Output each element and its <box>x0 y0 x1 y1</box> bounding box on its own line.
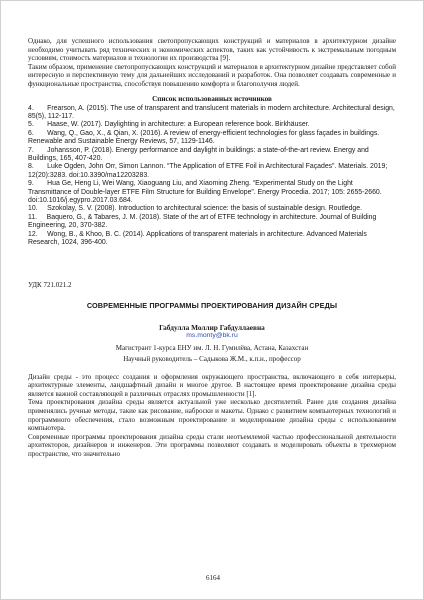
article-body <box>28 373 396 459</box>
author-affiliation: Магистрант 1-курса ЕНУ им. Л. Н. Гумилёва, Астана, Казахстан <box>115 344 309 353</box>
reference-item: 6. Wang, Q., Gao, X., & Qian, X. (2016). A review of energy-efficient technologies for glass façades in buildings. Renewable and Sustainable Energy Reviews, 57, 1129-1146. <box>28 129 380 146</box>
body-paragraph-2: Тема проектирования дизайна среды является актуальной уже несколько десятилетий. Ранее для создания дизайна применялись ручные методы, такие как рисование, наброски и макеты. Однако с развитием компьютерных технологий и программного обеспечения, стало возможным проектирование и моделирование дизайна среды с использованием компьютера. <box>28 398 396 433</box>
author-name: Габдулла Моллир Габдуллаевна <box>159 323 265 333</box>
body-paragraph-3: Современные программы проектирования дизайна среды стали неотъемлемой частью профессиональной деятельности архитекторов, дизайнеров и инженеров. Эти программы позволяют создавать и моделировать объекты в трехмерном пространстве, что значительно <box>28 432 396 458</box>
body-paragraph-1: Дизайн среды - это процесс создания и оформления окружающего пространства, включающего в себя интерьеры, архитектурные элементы, ландшафтный дизайн и многое другое. В настоящее время проектирование дизайна среды является важной составляющей в различных отраслях промышленности [1]. <box>28 372 396 398</box>
article-title: СОВРЕМЕННЫЕ ПРОГРАММЫ ПРОЕКТИРОВАНИЯ ДИЗАЙН СРЕДЫ <box>86 301 338 311</box>
intro-paragraph-2: Таким образом, применение светопропускающих конструкций и материалов в архитектурном дизайне представляет собой интересную и перспективную тему для дальнейших исследований и разработок. Она позволяет создавать современные и функциональные пространства, способствуя повышению комфорта и благополучия людей. <box>28 62 396 88</box>
reference-item: 10. Szokolay, S. V. (2008). Introduction to architectural science: the basis of sustainable design. Routledge. <box>28 205 363 213</box>
reference-item: 5. Haase, W. (2017). Daylighting in architecture: a European reference book. Birkhäuser. <box>28 121 310 129</box>
udk-code: УДК 721.021.2 <box>28 281 72 290</box>
reference-item: 7. Johansson, P. (2018). Energy performance and daylight in buildings: a state-of-the-art review. Energy and Buildings, 165, 407-420. <box>28 146 369 162</box>
reference-item: 4. Frearson, A. (2015). The use of transparent and translucent materials in modern architecture. Architectural design, 85(5), 112-117. <box>28 104 395 120</box>
reference-item: 8. Luke Ogden, John Orr, Simon Lannon. “The Application of ETFE Foil in Architectural Façades”. Materials. 2019; 12(20):3283. doi:10.3390/ma12203283. <box>28 163 388 179</box>
author-email: ms.monty@bk.ru <box>186 332 238 340</box>
reference-item: 9. Hua Ge, Heng Li, Wei Wang, Xiaoguang Liu, and Xiaoming Zheng. “Experimental Study on the Light Transmittance of Double-layer ETFE Film Structure for Building Envelope”. Energy Procedia. 2017; 105: 2655-2660. doi:10.1016/j.egypro.2017.03.684. <box>28 180 382 205</box>
page-content <box>28 37 396 459</box>
references-title: Список использованных источников <box>152 94 272 103</box>
reference-item: 12. Wong, B., & Khoo, B. C. (2014). Applications of transparent materials in architecture. Advanced Materials Research, 1024, 396-400. <box>28 230 367 247</box>
reference-item: 11. Baquero, G., & Tabares, J. M. (2018). State of the art of ETFE technology in architecture. Journal of Building Engineering, 20, 370-382. <box>28 213 377 230</box>
references-list <box>28 105 396 248</box>
scientific-advisor: Научный руководитель – Садыкова Ж.М., к.п.н., профессор <box>123 354 301 363</box>
intro-paragraph-1: Однако, для успешного использования светопропускающих конструкций и материалов в архитектурном дизайне необходимо учитывать ряд технических и экономических аспектов, таких как устойчивость к экстремальным погодным условиям, стоимость материалов и технологии их производства [9]. <box>28 37 396 63</box>
page-number: 6164 <box>206 574 220 582</box>
